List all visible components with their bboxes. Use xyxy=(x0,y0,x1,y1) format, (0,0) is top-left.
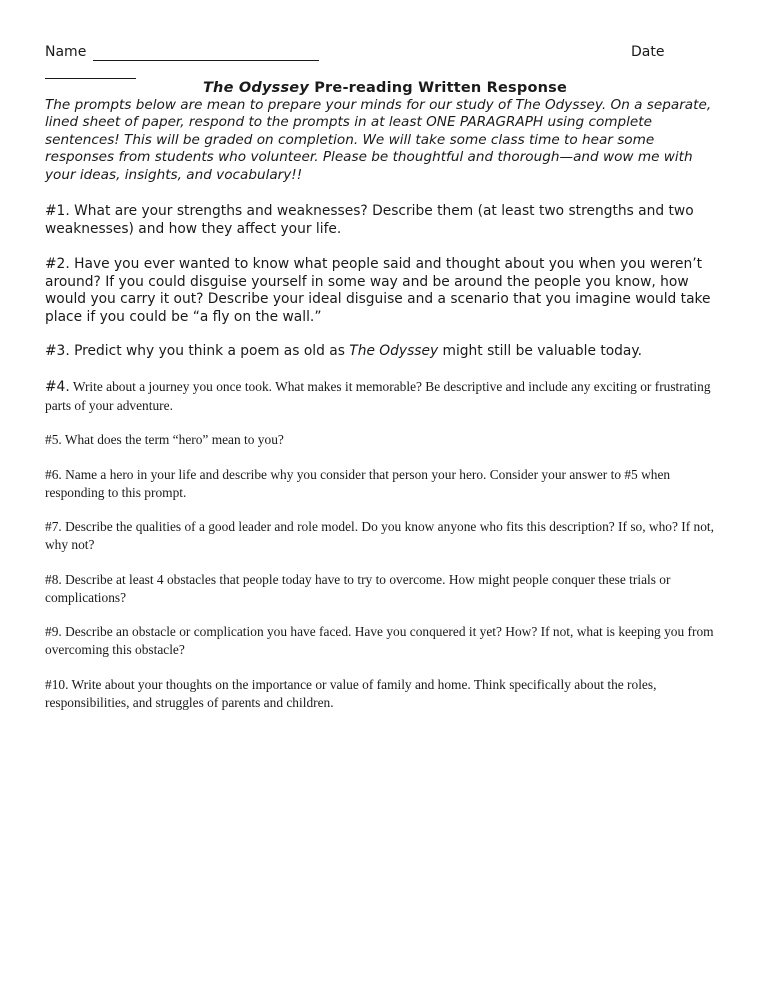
prompt-3-before: #3. Predict why you think a poem as old as xyxy=(45,343,350,359)
prompt-10: #10. Write about your thoughts on the importance or value of family and home. Think specifically about the roles, responsibilities, and struggles of parents and children. xyxy=(45,677,657,710)
prompt-4-text: Write about a journey you once took. What makes it memorable? Be descriptive and include any exciting or frustrating parts of your adventure. xyxy=(45,379,711,413)
prompt-5: #5. What does the term “hero” mean to you? xyxy=(45,432,284,447)
prompt-3 xyxy=(45,343,725,361)
name-blank-line xyxy=(93,60,319,61)
prompt-3-italic: The Odyssey xyxy=(349,343,439,359)
prompt-3-after: might still be valuable today. xyxy=(438,343,642,359)
prompt-7: #7. Describe the qualities of a good leader and role model. Do you know anyone who fits this description? If so, who? If not, why not? xyxy=(45,519,714,552)
prompt-8: #8. Describe at least 4 obstacles that people today have to try to overcome. How might people conquer these trials or complications? xyxy=(45,572,671,605)
prompt-6: #6. Name a hero in your life and describe why you consider that person your hero. Consider your answer to #5 when responding to this prompt. xyxy=(45,467,671,500)
name-label: Name xyxy=(45,44,87,60)
title-italic: The Odyssey xyxy=(202,80,309,96)
title-rest: Pre-reading Written Response xyxy=(308,80,568,96)
prompt-9: #9. Describe an obstacle or complication you have faced. Have you conquered it yet? How? If not, what is keeping you from overcoming this obstacle? xyxy=(45,624,714,657)
page-title xyxy=(45,80,725,96)
prompt-1: #1. What are your strengths and weaknesses? Describe them (at least two strengths and two weaknesses) and how they affect your life. xyxy=(45,203,694,237)
prompt-4 xyxy=(45,378,725,414)
prompt-2: #2. Have you ever wanted to know what people said and thought about you when you weren’t around? If you could disguise yourself in some way and be around the people you know, how would you carry it out? Describe your ideal disguise and a scenario that you imagine would take place if you could be “a fly on the wall.” xyxy=(45,256,711,325)
prompt-4-number: #4. xyxy=(45,379,70,395)
date-blank-line xyxy=(45,78,136,79)
date-label: Date xyxy=(631,44,665,60)
header-line xyxy=(45,44,725,66)
intro-paragraph: The prompts below are mean to prepare your minds for our study of The Odyssey. On a separate, lined sheet of paper, respond to the prompts in at least ONE PARAGRAPH using complete sentences! This will be graded on completion. We will take some class time to hear some responses from students who volunteer. Please be thoughtful and thorough—and wow me with your ideas, insights, and vocabulary!! xyxy=(45,97,712,183)
